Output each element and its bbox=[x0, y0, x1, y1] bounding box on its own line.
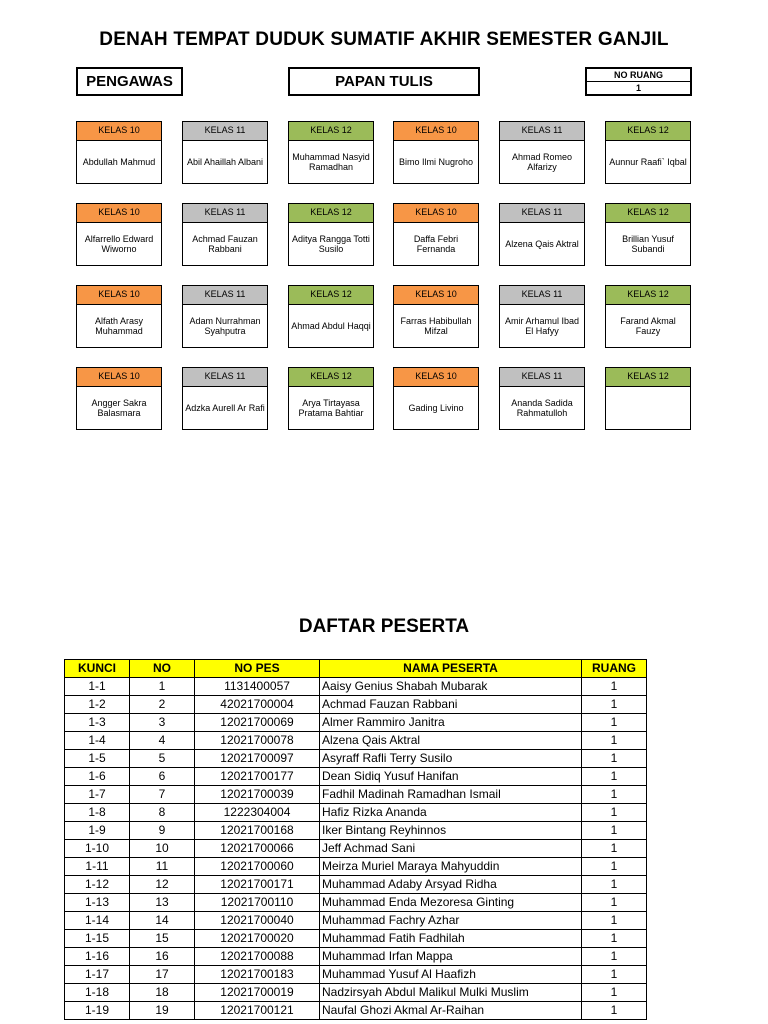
cell-no: 16 bbox=[130, 948, 195, 966]
table-row bbox=[65, 984, 647, 1002]
cell-ruang: 1 bbox=[582, 984, 647, 1002]
cell-kunci: 1-18 bbox=[65, 984, 130, 1002]
cell-kunci: 1-11 bbox=[65, 858, 130, 876]
cell-ruang: 1 bbox=[582, 768, 647, 786]
cell-ruang: 1 bbox=[582, 966, 647, 984]
seat-student-name: Farand Akmal Fauzy bbox=[620, 316, 676, 336]
seat-desk bbox=[393, 121, 479, 184]
cell-no: 9 bbox=[130, 822, 195, 840]
cell-ruang: 1 bbox=[582, 858, 647, 876]
seat-desk bbox=[182, 285, 268, 348]
cell-no: 18 bbox=[130, 984, 195, 1002]
cell-ruang: 1 bbox=[582, 714, 647, 732]
cell-kunci: 1-4 bbox=[65, 732, 130, 750]
table-row bbox=[65, 678, 647, 696]
cell-no-pes: 12021700121 bbox=[195, 1002, 320, 1020]
table-row bbox=[65, 840, 647, 858]
cell-no-pes: 12021700183 bbox=[195, 966, 320, 984]
cell-no-pes: 1222304004 bbox=[195, 804, 320, 822]
cell-nama-peserta: Asyraff Rafli Terry Susilo bbox=[320, 750, 582, 768]
seat-class-label: KELAS 11 bbox=[183, 204, 267, 223]
cell-kunci: 1-2 bbox=[65, 696, 130, 714]
table-row bbox=[65, 696, 647, 714]
cell-ruang: 1 bbox=[582, 840, 647, 858]
cell-nama-peserta: Aaisy Genius Shabah Mubarak bbox=[320, 678, 582, 696]
seat-class-label: KELAS 10 bbox=[394, 368, 478, 387]
cell-ruang: 1 bbox=[582, 732, 647, 750]
cell-no-pes: 12021700177 bbox=[195, 768, 320, 786]
cell-kunci: 1-17 bbox=[65, 966, 130, 984]
seat-desk bbox=[76, 367, 162, 430]
seat-student-name: Adzka Aurell Ar Rafi bbox=[185, 403, 265, 413]
cell-ruang: 1 bbox=[582, 1002, 647, 1020]
table-row bbox=[65, 1002, 647, 1020]
seat-student-name: Ananda Sadida Rahmatulloh bbox=[511, 398, 573, 418]
cell-kunci: 1-19 bbox=[65, 1002, 130, 1020]
cell-no-pes: 12021700066 bbox=[195, 840, 320, 858]
cell-no: 2 bbox=[130, 696, 195, 714]
cell-no-pes: 12021700039 bbox=[195, 786, 320, 804]
seat-class-label: KELAS 10 bbox=[77, 286, 161, 305]
seat-student-name: Abdullah Mahmud bbox=[82, 157, 156, 167]
cell-kunci: 1-1 bbox=[65, 678, 130, 696]
seat-class-label: KELAS 12 bbox=[606, 286, 690, 305]
seat-desk bbox=[76, 285, 162, 348]
header-no-pes: NO PES bbox=[195, 660, 320, 678]
cell-kunci: 1-16 bbox=[65, 948, 130, 966]
seat-class-label: KELAS 10 bbox=[394, 122, 478, 141]
seat-student-name: Gading Livino bbox=[408, 403, 464, 413]
cell-nama-peserta: Meirza Muriel Maraya Mahyuddin bbox=[320, 858, 582, 876]
table-row bbox=[65, 804, 647, 822]
cell-no-pes: 12021700060 bbox=[195, 858, 320, 876]
seat-class-label: KELAS 11 bbox=[500, 204, 584, 223]
cell-kunci: 1-14 bbox=[65, 912, 130, 930]
seat-student-name: Achmad Fauzan Rabbani bbox=[192, 234, 258, 254]
seat-desk bbox=[605, 285, 691, 348]
seat-class-label: KELAS 11 bbox=[183, 122, 267, 141]
cell-ruang: 1 bbox=[582, 696, 647, 714]
cell-no: 8 bbox=[130, 804, 195, 822]
seat-class-label: KELAS 11 bbox=[183, 286, 267, 305]
table-row bbox=[65, 930, 647, 948]
participant-table-body bbox=[65, 678, 647, 1020]
cell-ruang: 1 bbox=[582, 894, 647, 912]
cell-ruang: 1 bbox=[582, 930, 647, 948]
cell-ruang: 1 bbox=[582, 948, 647, 966]
cell-kunci: 1-8 bbox=[65, 804, 130, 822]
cell-no-pes: 12021700069 bbox=[195, 714, 320, 732]
table-row bbox=[65, 714, 647, 732]
seat-student-name: Muhammad Nasyid Ramadhan bbox=[292, 152, 370, 172]
cell-no: 19 bbox=[130, 1002, 195, 1020]
table-row bbox=[65, 876, 647, 894]
seat-class-label: KELAS 10 bbox=[394, 204, 478, 223]
cell-kunci: 1-6 bbox=[65, 768, 130, 786]
cell-kunci: 1-3 bbox=[65, 714, 130, 732]
seat-class-label: KELAS 11 bbox=[500, 286, 584, 305]
cell-no-pes: 12021700171 bbox=[195, 876, 320, 894]
cell-nama-peserta: Jeff Achmad Sani bbox=[320, 840, 582, 858]
table-row bbox=[65, 966, 647, 984]
seat-desk bbox=[76, 121, 162, 184]
table-row bbox=[65, 786, 647, 804]
cell-nama-peserta: Muhammad Yusuf Al Haafizh bbox=[320, 966, 582, 984]
cell-no: 4 bbox=[130, 732, 195, 750]
header-kunci: KUNCI bbox=[65, 660, 130, 678]
cell-no: 1 bbox=[130, 678, 195, 696]
cell-ruang: 1 bbox=[582, 912, 647, 930]
cell-no-pes: 12021700019 bbox=[195, 984, 320, 1002]
cell-no: 13 bbox=[130, 894, 195, 912]
seat-desk bbox=[182, 203, 268, 266]
cell-nama-peserta: Naufal Ghozi Akmal Ar-Raihan bbox=[320, 1002, 582, 1020]
pengawas-box bbox=[76, 67, 183, 96]
cell-no-pes: 12021700040 bbox=[195, 912, 320, 930]
cell-no-pes: 12021700020 bbox=[195, 930, 320, 948]
table-row bbox=[65, 822, 647, 840]
seat-desk bbox=[605, 121, 691, 184]
cell-ruang: 1 bbox=[582, 786, 647, 804]
seat-student-name: Aunnur Raafi` Iqbal bbox=[609, 157, 687, 167]
cell-no-pes: 42021700004 bbox=[195, 696, 320, 714]
seat-class-label: KELAS 10 bbox=[394, 286, 478, 305]
cell-nama-peserta: Alzena Qais Aktral bbox=[320, 732, 582, 750]
no-ruang-box bbox=[585, 67, 692, 96]
cell-ruang: 1 bbox=[582, 750, 647, 768]
seat-student-name: Ahmad Abdul Haqqi bbox=[291, 321, 371, 331]
seat-student-name: Aditya Rangga Totti Susilo bbox=[292, 234, 370, 254]
seat-student-name: Bimo Ilmi Nugroho bbox=[398, 157, 474, 167]
seat-desk bbox=[393, 203, 479, 266]
seat-desk bbox=[499, 285, 585, 348]
table-row bbox=[65, 768, 647, 786]
seat-student-name bbox=[606, 387, 690, 429]
seat-class-label: KELAS 10 bbox=[77, 368, 161, 387]
no-ruang-value: 1 bbox=[635, 83, 641, 93]
cell-no-pes: 12021700078 bbox=[195, 732, 320, 750]
seat-class-label: KELAS 12 bbox=[289, 368, 373, 387]
cell-kunci: 1-12 bbox=[65, 876, 130, 894]
cell-no-pes: 12021700097 bbox=[195, 750, 320, 768]
seat-desk bbox=[182, 367, 268, 430]
cell-no: 10 bbox=[130, 840, 195, 858]
table-row bbox=[65, 750, 647, 768]
seat-student-name: Alfarrello Edward Wiworno bbox=[84, 234, 154, 254]
cell-kunci: 1-13 bbox=[65, 894, 130, 912]
cell-kunci: 1-10 bbox=[65, 840, 130, 858]
cell-no-pes: 1131400057 bbox=[195, 678, 320, 696]
pengawas-label: PENGAWAS bbox=[86, 73, 173, 90]
cell-no: 7 bbox=[130, 786, 195, 804]
seat-desk bbox=[288, 121, 374, 184]
cell-no-pes: 12021700110 bbox=[195, 894, 320, 912]
seat-class-label: KELAS 12 bbox=[606, 204, 690, 223]
cell-kunci: 1-5 bbox=[65, 750, 130, 768]
seat-desk bbox=[499, 367, 585, 430]
cell-ruang: 1 bbox=[582, 822, 647, 840]
cell-no: 11 bbox=[130, 858, 195, 876]
cell-nama-peserta: Muhammad Enda Mezoresa Ginting bbox=[320, 894, 582, 912]
seat-class-label: KELAS 11 bbox=[500, 122, 584, 141]
cell-no: 15 bbox=[130, 930, 195, 948]
table-row bbox=[65, 948, 647, 966]
cell-kunci: 1-15 bbox=[65, 930, 130, 948]
cell-kunci: 1-9 bbox=[65, 822, 130, 840]
cell-no: 14 bbox=[130, 912, 195, 930]
cell-nama-peserta: Fadhil Madinah Ramadhan Ismail bbox=[320, 786, 582, 804]
page-title: DENAH TEMPAT DUDUK SUMATIF AKHIR SEMESTER GANJIL bbox=[99, 29, 669, 50]
cell-ruang: 1 bbox=[582, 876, 647, 894]
cell-nama-peserta: Muhammad Adaby Arsyad Ridha bbox=[320, 876, 582, 894]
header-ruang: RUANG bbox=[582, 660, 647, 678]
seat-class-label: KELAS 12 bbox=[289, 122, 373, 141]
seat-desk bbox=[288, 367, 374, 430]
seat-class-label: KELAS 12 bbox=[289, 204, 373, 223]
papan-tulis-box bbox=[288, 67, 480, 96]
cell-ruang: 1 bbox=[582, 678, 647, 696]
seat-student-name: Ahmad Romeo Alfarizy bbox=[511, 152, 573, 172]
seat-student-name: Daffa Febri Fernanda bbox=[413, 234, 459, 254]
cell-no: 5 bbox=[130, 750, 195, 768]
seat-student-name: Alfath Arasy Muhammad bbox=[94, 316, 144, 336]
seat-class-label: KELAS 10 bbox=[77, 122, 161, 141]
cell-no: 6 bbox=[130, 768, 195, 786]
table-row bbox=[65, 912, 647, 930]
cell-kunci: 1-7 bbox=[65, 786, 130, 804]
cell-nama-peserta: Dean Sidiq Yusuf Hanifan bbox=[320, 768, 582, 786]
cell-no-pes: 12021700168 bbox=[195, 822, 320, 840]
seat-class-label: KELAS 12 bbox=[606, 368, 690, 387]
seat-desk bbox=[605, 367, 691, 430]
no-ruang-label: NO RUANG bbox=[587, 69, 690, 82]
seat-student-name: Arya Tirtayasa Pratama Bahtiar bbox=[298, 398, 364, 418]
cell-no: 3 bbox=[130, 714, 195, 732]
seat-class-label: KELAS 12 bbox=[289, 286, 373, 305]
table-row bbox=[65, 732, 647, 750]
cell-nama-peserta: Iker Bintang Reyhinnos bbox=[320, 822, 582, 840]
seat-desk bbox=[182, 121, 268, 184]
participant-table bbox=[64, 659, 647, 1020]
cell-nama-peserta: Muhammad Fachry Azhar bbox=[320, 912, 582, 930]
seat-desk bbox=[499, 121, 585, 184]
cell-nama-peserta: Muhammad Fatih Fadhilah bbox=[320, 930, 582, 948]
seat-student-name: Adam Nurrahman Syahputra bbox=[189, 316, 261, 336]
header-nama-peserta: NAMA PESERTA bbox=[320, 660, 582, 678]
seat-desk bbox=[288, 203, 374, 266]
papan-tulis-label: PAPAN TULIS bbox=[335, 73, 433, 90]
seat-desk bbox=[393, 285, 479, 348]
seat-student-name: Alzena Qais Aktral bbox=[505, 239, 579, 249]
table-row bbox=[65, 858, 647, 876]
cell-no-pes: 12021700088 bbox=[195, 948, 320, 966]
daftar-peserta-title: DAFTAR PESERTA bbox=[298, 616, 470, 637]
seat-desk bbox=[76, 203, 162, 266]
seat-desk bbox=[605, 203, 691, 266]
cell-nama-peserta: Almer Rammiro Janitra bbox=[320, 714, 582, 732]
seat-desk bbox=[393, 367, 479, 430]
seat-student-name: Brillian Yusuf Subandi bbox=[622, 234, 674, 254]
cell-ruang: 1 bbox=[582, 804, 647, 822]
seat-student-name: Amir Arhamul Ibad El Hafyy bbox=[504, 316, 580, 336]
seat-desk bbox=[288, 285, 374, 348]
seat-student-name: Farras Habibullah Mifzal bbox=[400, 316, 472, 336]
table-header-row bbox=[65, 660, 647, 678]
seat-desk bbox=[499, 203, 585, 266]
cell-no: 12 bbox=[130, 876, 195, 894]
seat-class-label: KELAS 10 bbox=[77, 204, 161, 223]
cell-nama-peserta: Muhammad Irfan Mappa bbox=[320, 948, 582, 966]
header-no: NO bbox=[130, 660, 195, 678]
cell-nama-peserta: Nadzirsyah Abdul Malikul Mulki Muslim bbox=[320, 984, 582, 1002]
cell-nama-peserta: Hafiz Rizka Ananda bbox=[320, 804, 582, 822]
seat-class-label: KELAS 12 bbox=[606, 122, 690, 141]
seat-student-name: Abil Ahaillah Albani bbox=[186, 157, 264, 167]
cell-nama-peserta: Achmad Fauzan Rabbani bbox=[320, 696, 582, 714]
table-row bbox=[65, 894, 647, 912]
cell-no: 17 bbox=[130, 966, 195, 984]
seat-class-label: KELAS 11 bbox=[183, 368, 267, 387]
seat-student-name: Angger Sakra Balasmara bbox=[91, 398, 147, 418]
seat-class-label: KELAS 11 bbox=[500, 368, 584, 387]
